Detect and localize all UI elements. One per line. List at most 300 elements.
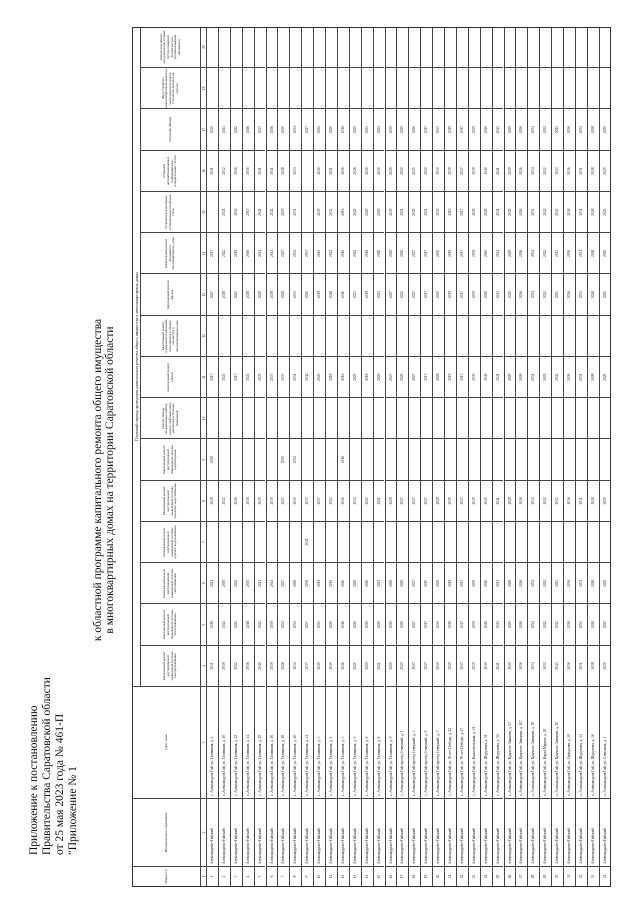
column-header: Муниципальное образование (132, 799, 200, 867)
table-cell-c4: 2017 (456, 646, 468, 687)
table-cell-c6: 2020 (361, 563, 373, 604)
table-cell-no: 9 (301, 867, 313, 887)
table-cell-c4: 2016 (242, 646, 254, 687)
table-cell-c15: 2028 (587, 192, 599, 233)
table-cell-addr: с. Александров Гай, ул. Газовиков, д. 14 (242, 687, 254, 799)
table-cell-c13: 2021 (230, 275, 242, 316)
table-cell-mun: Александрово-Гайский (373, 799, 385, 867)
table-cell-c16: 2020 (373, 151, 385, 192)
table-cell-c17: 2021 (218, 110, 230, 151)
table-cell-c13: 2027 (408, 275, 420, 316)
column-header: Установка автоматизированных информационно-измерительных систем (140, 151, 200, 192)
table-cell-c4: 2025 (599, 646, 611, 687)
table-cell-c8: 2027 (408, 481, 420, 522)
table-cell-c17: 2040 (480, 110, 492, 151)
table-cell-c8: 2030 (289, 481, 301, 522)
table-cell-c13: 2021 (373, 275, 385, 316)
table-cell-c8: 2026 (230, 481, 242, 522)
table-cell-c5: 2023 (313, 605, 325, 646)
table-cell-no: 18 (408, 867, 420, 887)
table-cell-c15: 2043 (551, 192, 563, 233)
table-cell-c6: 2015 (420, 563, 432, 604)
table-cell-c11: 2025 (349, 357, 361, 398)
table-cell-c17: 2020 (396, 110, 408, 151)
table-cell-c8: 2029 (432, 481, 444, 522)
table-cell-c6: 2016 (337, 563, 349, 604)
table-cell-addr: с. Александров Гай, ул. Газовиков, д. 3 (313, 687, 325, 799)
header-line: "Приложение № 1 (67, 766, 79, 855)
table-cell-c16: 2041 (254, 151, 266, 192)
table-cell-c6: 2030 (432, 563, 444, 604)
table-cell-c8: 2029 (385, 481, 397, 522)
table-cell-c4: 2036 (563, 646, 575, 687)
table-cell-c8: 2019 (206, 481, 218, 522)
title-line: в многоквартирных домах на территории Саратовской области (104, 326, 116, 634)
table-cell-addr: с. Александров Гай, ул. Комсомольская, д. 21 (468, 687, 480, 799)
table-cell-c6: 2041 (266, 563, 278, 604)
table-cell-no: 26 (504, 867, 516, 887)
column-number: 9 (200, 440, 206, 481)
header-line: Приложение к постановлению (28, 705, 40, 855)
table-cell-c13: 2039 (468, 275, 480, 316)
table-cell-c15: 2039 (468, 192, 480, 233)
table-cell-c11: 2017 (230, 357, 242, 398)
column-header: Утепление фасада (140, 110, 200, 151)
table-cell-c8: 2023 (325, 481, 337, 522)
table-cell-c7: 2041 (301, 522, 313, 563)
table-cell-no: 1 (206, 867, 218, 887)
table-cell-c6: 2028 (587, 563, 599, 604)
table-cell-c4: 2019 (325, 646, 337, 687)
table-cell-c17: 2043 (551, 110, 563, 151)
table-cell-c13: 2038 (266, 275, 278, 316)
table-cell-c5: 2039 (468, 605, 480, 646)
table-cell-c14: 2032 (289, 233, 301, 274)
table-cell-addr: с. Александров Гай, ул. Газовиков, д. 15 (254, 687, 266, 799)
table-cell-c4: 2039 (266, 646, 278, 687)
table-cell-c13: 2043 (551, 275, 563, 316)
table-cell-c16: 2026 (515, 151, 527, 192)
table-cell-addr: с. Александров Гай, ул. Газовиков, д. 16 (266, 687, 278, 799)
table-cell-mun: Александрово-Гайский (325, 799, 337, 867)
table-cell-c14: 2026 (515, 233, 527, 274)
table-cell-c5: 2021 (230, 605, 242, 646)
table-cell-c11: 2020 (396, 357, 408, 398)
table-cell-c8: 2039 (254, 481, 266, 522)
table-cell-mun: Александрово-Гайский (432, 799, 444, 867)
table-cell-c6: 2015 (242, 563, 254, 604)
table-cell-no: 19 (420, 867, 432, 887)
table-cell-c15: 2020 (373, 192, 385, 233)
table-cell-c16: 2019 (444, 151, 456, 192)
group-header: Плановый период проведения капитального ремонта общего имущества в многоквартирных домах (132, 27, 140, 687)
table-cell-c13: 2026 (515, 275, 527, 316)
table-cell-c16: 2043 (551, 151, 563, 192)
table-cell-mun: Александрово-Гайский (408, 799, 420, 867)
table-cell-c15: 2026 (515, 192, 527, 233)
column-header: Адрес дома (132, 687, 200, 799)
table-cell-c17: 2026 (515, 110, 527, 151)
table-cell-c11: 2017 (420, 357, 432, 398)
column-header: Переустройство невентилируемой крыши на вентилируемую крышу, устройство выходов на кровлю (140, 68, 200, 109)
table-cell-c11: 2025 (599, 357, 611, 398)
table-cell-c14: 2018 (361, 233, 373, 274)
table-cell-addr: с. Александров Гай, ул. Газовиков, д. 8 (373, 687, 385, 799)
table-cell-c14: 2030 (432, 233, 444, 274)
table-cell-c8: 2040 (480, 481, 492, 522)
table-cell-c11: 2019 (444, 357, 456, 398)
table-cell-c14: 2028 (587, 233, 599, 274)
table-cell-c17: 2021 (373, 110, 385, 151)
header-line: от 25 мая 2023 года № 461-П (54, 713, 66, 855)
table-cell-c5: 2030 (432, 605, 444, 646)
table-cell-c17: 2036 (563, 110, 575, 151)
table-cell-addr: с. Александров Гай, ул. Свердлова, д. 30 (563, 687, 575, 799)
table-cell-c14: 2043 (551, 233, 563, 274)
table-cell-c17: 2026 (408, 110, 420, 151)
table-cell-c14: 2017 (456, 233, 468, 274)
table-cell-mun: Александрово-Гайский (289, 799, 301, 867)
table-cell-c15: 2021 (218, 192, 230, 233)
table-cell-c16: 2041 (492, 151, 504, 192)
table-cell-c14: 2022 (539, 233, 551, 274)
table-cell-c17: 2031 (289, 110, 301, 151)
table-cell-c11: 2035 (254, 357, 266, 398)
table-cell-mun: Александрово-Гайский (254, 799, 266, 867)
table-cell-c14: 2025 (599, 233, 611, 274)
table-cell-c8: 2025 (599, 481, 611, 522)
table-cell-c4: 2028 (277, 646, 289, 687)
table-cell-c14: 2016 (337, 233, 349, 274)
table-cell-c13: 2031 (289, 275, 301, 316)
table-cell-c5: 2031 (575, 605, 587, 646)
column-header: Установка коллективных (общедомовых) приборов учета (140, 192, 200, 233)
table-cell-c5: 2020 (325, 605, 337, 646)
table-cell-no: 14 (361, 867, 373, 887)
table-cell-addr: с. Александров Гай, ул. Советская, д. 1 (599, 687, 611, 799)
table-cell-addr: с. Александров Гай, ул. Газовиков, д. 4 (206, 687, 218, 799)
table-cell-c11: 2028 (432, 357, 444, 398)
table-cell-c5: 2040 (480, 605, 492, 646)
table-cell-c16: 2029 (385, 151, 397, 192)
table-cell-c4: 2026 (515, 646, 527, 687)
table-cell-no: 7 (277, 867, 289, 887)
table-cell-c5: 2022 (218, 605, 230, 646)
table-cell-c6: 2021 (373, 563, 385, 604)
table-cell-c5: 2029 (385, 605, 397, 646)
table-cell-c5: 2026 (349, 605, 361, 646)
header-block (28, 455, 80, 855)
table-cell-mun: Александрово-Гайский (396, 799, 408, 867)
table-cell-c16: 2040 (313, 151, 325, 192)
table-cell-c13: 2016 (337, 275, 349, 316)
table-cell-c11: 2026 (515, 357, 527, 398)
table-cell-c11: 2017 (456, 357, 468, 398)
table-cell-c5: 2019 (444, 605, 456, 646)
column-number: 11 (200, 357, 206, 398)
table-cell-c6: 2019 (313, 563, 325, 604)
column-number: 3 (200, 687, 206, 799)
table-cell-c16: 2025 (599, 151, 611, 192)
table-cell-c11: 2016 (337, 357, 349, 398)
table-cell-mun: Александрово-Гайский (277, 799, 289, 867)
table-cell-c13: 2034 (527, 275, 539, 316)
table-cell-c15: 2016 (337, 192, 349, 233)
table-cell-c14: 2041 (254, 233, 266, 274)
table-cell-c11: 2018 (325, 357, 337, 398)
table-cell-c17: 2039 (468, 110, 480, 151)
table-cell-c16: 2021 (325, 151, 337, 192)
table-cell-c5: 2022 (539, 605, 551, 646)
table-cell-c13: 2029 (504, 275, 516, 316)
table-cell-no: 13 (349, 867, 361, 887)
table-cell-c8: 2017 (313, 481, 325, 522)
table-cell-c6: 2029 (504, 563, 516, 604)
table-cell-c17: 2026 (242, 110, 254, 151)
table-cell-c4: 2039 (468, 646, 480, 687)
table-cell-c11: 2022 (242, 357, 254, 398)
table-cell-c16: 2036 (563, 151, 575, 192)
header-line: Правительства Саратовской области (41, 677, 53, 855)
table-cell-c4: 2019 (218, 646, 230, 687)
table-cell-c8: 2027 (277, 481, 289, 522)
table-cell-c13: 2022 (396, 275, 408, 316)
table-cell-c13: 2025 (599, 275, 611, 316)
table-cell-c11: 2042 (301, 357, 313, 398)
table-cell-c4: 2021 (373, 646, 385, 687)
table-cell-c4: 2032 (289, 646, 301, 687)
column-header: Капитальный ремонт внутридомовой инженерной системы теплоснабжения (140, 605, 200, 646)
table-cell-no: 32 (575, 867, 587, 887)
table-cell-c15: 2041 (254, 192, 266, 233)
column-number: 2 (200, 799, 206, 867)
table-cell-c17: 2036 (266, 110, 278, 151)
table-cell-c5: 2027 (408, 605, 420, 646)
table-cell-c6: 2019 (444, 563, 456, 604)
table-cell-addr: с. Александров Гай, ул. Шурупова, д. 51 (480, 687, 492, 799)
table-cell-c13: 2031 (575, 275, 587, 316)
column-number: 15 (200, 192, 206, 233)
table-cell-no: 4 (242, 867, 254, 887)
column-header: Капитальный ремонт внутридомовой инженерной системы горячего водоснабжения (140, 522, 200, 563)
table-cell-c15: 2030 (230, 192, 242, 233)
table-cell-mun: Александрово-Гайский (206, 799, 218, 867)
table-cell-c4: 2028 (587, 646, 599, 687)
table-cell-c5: 2029 (504, 605, 516, 646)
table-cell-c15: 2020 (361, 192, 373, 233)
table-cell-c13: 2030 (432, 275, 444, 316)
table-cell-c14: 2024 (349, 233, 361, 274)
table-cell-c16: 2032 (218, 151, 230, 192)
table-cell-c8: 2016 (337, 481, 349, 522)
table-cell-c16: 2016 (242, 151, 254, 192)
table-cell-c16: 2016 (337, 151, 349, 192)
table-cell-no: 21 (444, 867, 456, 887)
table-cell-mun: Александрово-Гайский (563, 799, 575, 867)
column-number: 7 (200, 522, 206, 563)
table-cell-addr: с. Александров Гай, ул. Газовиков, д. 9 (385, 687, 397, 799)
table-cell-addr: с. Александров Гай, ул. Газовиков, д. 1 (325, 687, 337, 799)
table-cell-c8: 2039 (468, 481, 480, 522)
table-cell-c5: 2043 (254, 605, 266, 646)
table-cell-c5: 2032 (277, 605, 289, 646)
table-cell-c9: 2030 (277, 440, 289, 481)
table-cell-c14: 2045 (313, 233, 325, 274)
table-cell-c11: 2020 (373, 357, 385, 398)
table-cell-c4: 2022 (230, 646, 242, 687)
table-cell-mun: Александрово-Гайский (242, 799, 254, 867)
table-cell-mun: Александрово-Гайский (218, 799, 230, 867)
table-cell-c4: 2040 (480, 646, 492, 687)
table-cell-c6: 2041 (492, 563, 504, 604)
table-cell-mun: Александрово-Гайский (551, 799, 563, 867)
table-cell-c8: 2022 (539, 481, 551, 522)
table-cell-c8: 2021 (373, 481, 385, 522)
column-number: 10 (200, 398, 206, 439)
table-cell-no: 34 (599, 867, 611, 887)
table-cell-mun: Александрово-Гайский (492, 799, 504, 867)
table-cell-c13: 2022 (539, 275, 551, 316)
table-cell-c14: 2017 (206, 233, 218, 274)
table-cell-no: 25 (492, 867, 504, 887)
column-header: Капитальный ремонт подвальных помещений, относящихся к общему имуществу в многоквартирном доме (140, 316, 200, 357)
table-cell-mun: Александрово-Гайский (361, 799, 373, 867)
table-cell-no: 20 (432, 867, 444, 887)
table-cell-addr: с. Александров Гай, ул. Газовиков, д. 21 (301, 687, 313, 799)
table-cell-c17: 2025 (349, 110, 361, 151)
table-cell-c14: 2016 (242, 233, 254, 274)
table-cell-c8: 2036 (563, 481, 575, 522)
table-cell-c5: 2028 (587, 605, 599, 646)
table-cell-c15: 2021 (396, 192, 408, 233)
table-cell-c5: 2017 (456, 605, 468, 646)
table-cell-c6: 2015 (325, 563, 337, 604)
table-cell-c6: 2025 (349, 563, 361, 604)
table-cell-c14: 2020 (373, 233, 385, 274)
table-cell-c17: 2031 (575, 110, 587, 151)
table-cell-c16: 2039 (468, 151, 480, 192)
table-cell-no: 24 (480, 867, 492, 887)
table-cell-mun: Александрово-Гайский (504, 799, 516, 867)
table-cell-addr: с. Александров Гай, ул. Газовиков, д. 10 (218, 687, 230, 799)
table-cell-c5: 2017 (420, 605, 432, 646)
column-header: Ремонт, замена, модернизация лифтов, ремонт лифтовых шахт, машинных и блочных помещений (140, 398, 200, 439)
table-cell-c13: 2019 (361, 275, 373, 316)
table-cell-no: 3 (230, 867, 242, 887)
table-cell-addr: с. Александров Гай, проезд Северный, д. 3 (408, 687, 420, 799)
table-cell-c16: 2020 (420, 151, 432, 192)
table-cell-c16: 2022 (539, 151, 551, 192)
table-cell-c17: 2022 (539, 110, 551, 151)
table-cell-c13: 2041 (492, 275, 504, 316)
table-cell-c5: 2031 (289, 605, 301, 646)
table-cell-c14: 2019 (230, 233, 242, 274)
table-cell-c8: 2019 (444, 481, 456, 522)
column-number: 14 (200, 233, 206, 274)
table-cell-c16: 2030 (432, 151, 444, 192)
table-cell-addr: с. Александров Гай, ул. Карла Маркса, д. 29 (539, 687, 551, 799)
table-cell-c8: 2043 (551, 481, 563, 522)
table-cell-mun: Александрово-Гайский (527, 799, 539, 867)
table-cell-c13: 2040 (480, 275, 492, 316)
table-cell-c11: 2020 (313, 357, 325, 398)
table-cell-c11: 2028 (587, 357, 599, 398)
table-cell-mun: Александрово-Гайский (444, 799, 456, 867)
table-cell-c9: 2030 (206, 440, 218, 481)
table-cell-c17: 2022 (230, 110, 242, 151)
table-cell-mun: Александрово-Гайский (575, 799, 587, 867)
table-cell-no: 27 (515, 867, 527, 887)
table-cell-c14: 2017 (420, 233, 432, 274)
table-cell-addr: с. Александров Гай, ул. Шурупова, д. 52 (492, 687, 504, 799)
column-number: 12 (200, 316, 206, 357)
table-cell-c6: 2039 (468, 563, 480, 604)
table-cell-c14: 2029 (504, 233, 516, 274)
table-cell-c15: 2030 (277, 192, 289, 233)
table-cell-c4: 2031 (206, 646, 218, 687)
table-cell-c5: 2029 (361, 605, 373, 646)
table-cell-c15: 2022 (539, 192, 551, 233)
table-cell-c15: 2021 (420, 192, 432, 233)
table-cell-c9: 2016 (337, 440, 349, 481)
table-cell-c17: 2016 (337, 110, 349, 151)
table-cell-c15: 2031 (289, 192, 301, 233)
table-cell-c15: 2030 (432, 192, 444, 233)
table-cell-c13: 2028 (587, 275, 599, 316)
table-cell-c17: 2020 (325, 110, 337, 151)
table-cell-c6: 2041 (254, 563, 266, 604)
table-cell-c11: 2037 (266, 357, 278, 398)
table-cell-no: 10 (313, 867, 325, 887)
table-cell-c5: 2036 (563, 605, 575, 646)
table-cell-c11: 2029 (504, 357, 516, 398)
table-cell-c15: 2034 (527, 192, 539, 233)
table-cell-c6: 2021 (206, 563, 218, 604)
table-cell-c11: 2017 (206, 357, 218, 398)
table-cell-no: 22 (456, 867, 468, 887)
table-cell-c8: 2034 (527, 481, 539, 522)
table-cell-c4: 2029 (385, 646, 397, 687)
table-cell-addr: с. Александров Гай, ул. Красного Знамени, д. 57 (504, 687, 516, 799)
table-cell-c11: 2039 (468, 357, 480, 398)
table-cell-c16: 2020 (361, 151, 373, 192)
table-cell-c15: 2025 (599, 192, 611, 233)
table-cell-c11: 2034 (527, 357, 539, 398)
table-cell-c15: 2036 (563, 192, 575, 233)
table-cell-c17: 2030 (385, 110, 397, 151)
table-cell-c5: 2025 (599, 605, 611, 646)
table-cell-c13: 2027 (385, 275, 397, 316)
table-cell-c15: 2022 (349, 192, 361, 233)
table-cell-c4: 2030 (432, 646, 444, 687)
table-cell-c14: 2031 (575, 233, 587, 274)
table-cell-c13: 2036 (563, 275, 575, 316)
table-cell-c14: 2027 (408, 233, 420, 274)
table-cell-c5: 2039 (266, 605, 278, 646)
table-cell-addr: с. Александров Гай, ул. Газовиков, д. 20 (289, 687, 301, 799)
table-cell-c14: 2041 (492, 233, 504, 274)
table-cell-c17: 2033 (432, 110, 444, 151)
table-cell-addr: с. Александров Гай, проезд Северный, д. 1 (396, 687, 408, 799)
table-cell-c13: 2019 (313, 275, 325, 316)
table-cell-c4: 2037 (301, 646, 313, 687)
table-cell-addr: с. Александров Гай, ул. 50 лет Победы, д. 27 (456, 687, 468, 799)
table-cell-c8: 2041 (492, 481, 504, 522)
table-cell-c13: 2049 (254, 275, 266, 316)
table-cell-c4: 2043 (551, 646, 563, 687)
table-frame (132, 27, 611, 887)
table-cell-c4: 2022 (539, 646, 551, 687)
